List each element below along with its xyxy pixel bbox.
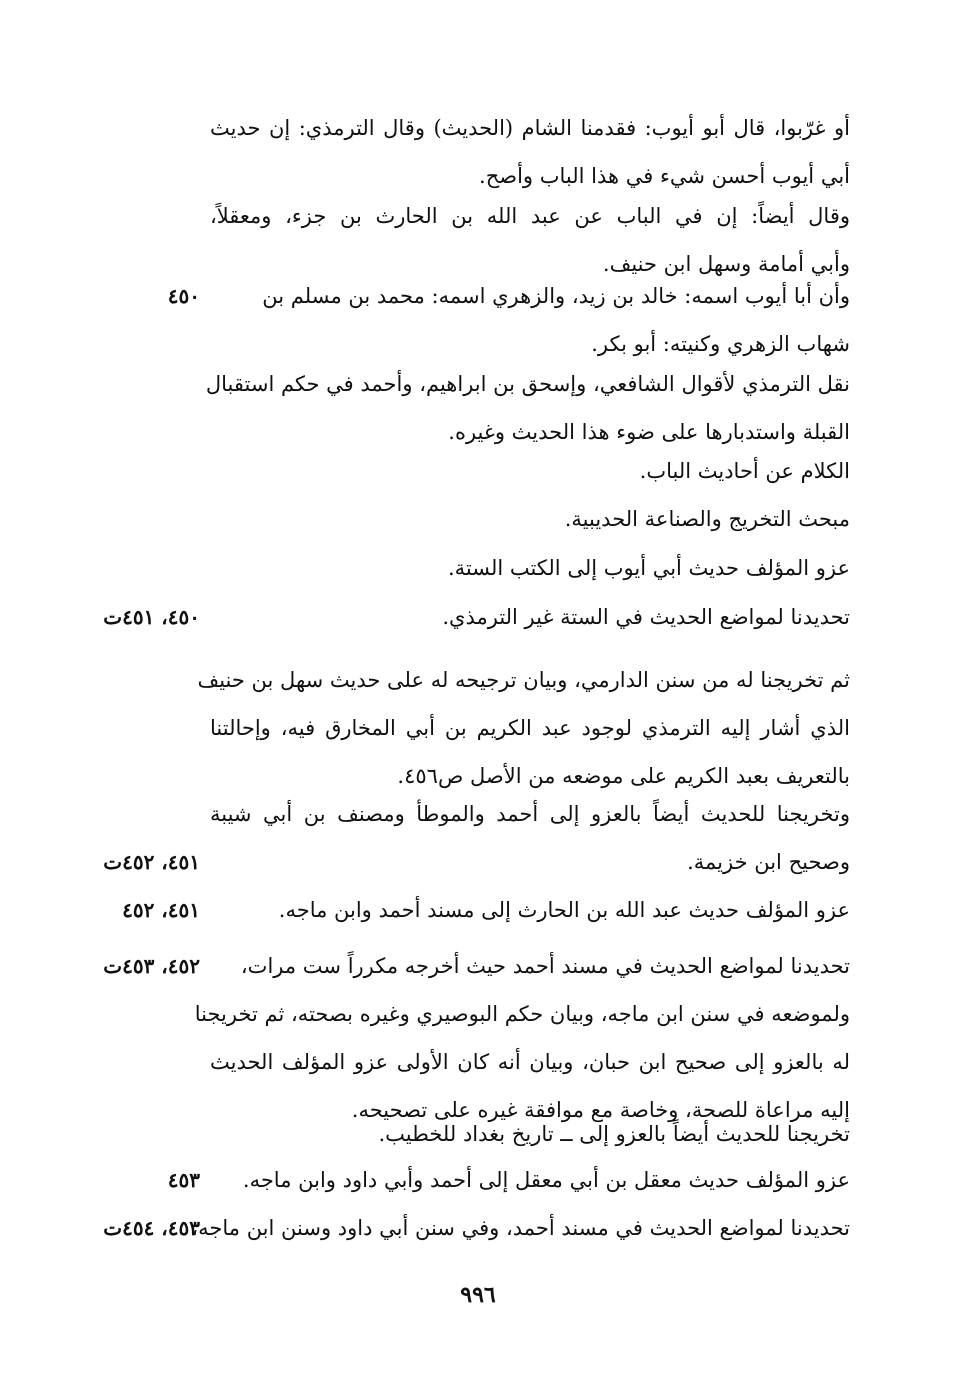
entry-text: شهاب الزهري وكنيته: أبو بكر. bbox=[591, 332, 850, 356]
entry-text: ولموضعه في سنن ابن ماجه، وبيان حكم البوصيري وغيره بصحته، ثم تخريجنا bbox=[194, 1002, 850, 1026]
index-entry bbox=[210, 447, 850, 495]
entry-line bbox=[205, 360, 850, 408]
index-entry bbox=[210, 104, 850, 200]
entry-line bbox=[210, 704, 850, 752]
entry-text: أبي أيوب أحسن شيء في هذا الباب وأصح. bbox=[479, 164, 850, 188]
page-reference: ٤٥١، ٤٥٢ bbox=[122, 898, 200, 922]
entry-text: وأن أبا أيوب اسمه: خالد بن زيد، والزهري اسمه: محمد بن مسلم بن bbox=[262, 284, 850, 308]
entry-line bbox=[122, 886, 850, 934]
entry-text: ثم تخريجنا له من سنن الدارمي، وبيان ترجيحه له على حديث سهل بن حنيف bbox=[197, 668, 850, 692]
entry-text: تحديدنا لمواضع الحديث في مسند أحمد، وفي سنن أبي داود وسنن ابن ماجه، bbox=[191, 1216, 850, 1240]
index-entry bbox=[103, 790, 850, 886]
page-reference: ٤٥٠، ٤٥١ت bbox=[103, 605, 200, 629]
entry-line bbox=[167, 1156, 850, 1204]
page-reference: ٤٥٠ bbox=[167, 284, 200, 308]
index-entry bbox=[103, 1204, 850, 1252]
entry-text: نقل الترمذي لأقوال الشافعي، وإسحق بن ابراهيم، وأحمد في حكم استقبال bbox=[205, 372, 850, 396]
index-entry bbox=[122, 886, 850, 934]
entry-text: عزو المؤلف حديث معقل بن أبي معقل إلى أحمد وأبي داود وابن ماجه. bbox=[242, 1168, 850, 1192]
entry-line bbox=[210, 790, 850, 838]
entry-line bbox=[194, 990, 850, 1038]
entry-text: له بالعزو إلى صحيح ابن حبان، وبيان أنه كان الأولى عزو المؤلف الحديث bbox=[210, 1050, 850, 1074]
index-entry bbox=[210, 544, 850, 592]
entry-text: وتخريجنا للحديث أيضاً بالعزو إلى أحمد والموطأ ومصنف بن أبي شيبة bbox=[210, 802, 850, 826]
index-entry bbox=[205, 360, 850, 456]
index-entry bbox=[103, 942, 850, 1134]
index-entry bbox=[210, 495, 850, 543]
page-number: ٩٩٦ bbox=[460, 1282, 496, 1308]
entry-text: وصحيح ابن خزيمة. bbox=[687, 850, 850, 874]
index-entry bbox=[210, 1110, 850, 1158]
index-entry bbox=[167, 272, 850, 368]
entry-line bbox=[210, 192, 850, 240]
entry-text: مبحث التخريج والصناعة الحديبية. bbox=[564, 507, 850, 531]
index-entry bbox=[167, 1156, 850, 1204]
entry-text: إليه مراعاة للصحة، وخاصة مع موافقة غيره على تصحيحه. bbox=[351, 1098, 850, 1122]
page-reference: ٤٥٣، ٤٥٤ت bbox=[103, 1216, 200, 1240]
entry-text: تحديدنا لمواضع الحديث في الستة غير الترمذي. bbox=[442, 605, 850, 629]
entry-text: القبلة واستدبارها على ضوء هذا الحديث وغيره. bbox=[448, 420, 850, 444]
entry-line bbox=[210, 104, 850, 152]
entry-line bbox=[210, 544, 850, 592]
entry-text: وقال أيضاً: إن في الباب عن عبد الله بن الحارث بن جزء، ومعقلاً، bbox=[210, 204, 850, 228]
entry-text: عزو المؤلف حديث عبد الله بن الحارث إلى مسند أحمد وابن ماجه. bbox=[278, 898, 850, 922]
entry-line bbox=[103, 838, 850, 886]
entry-line bbox=[210, 447, 850, 495]
entry-line bbox=[210, 495, 850, 543]
entry-line bbox=[103, 942, 850, 990]
page-reference: ٤٥٢، ٤٥٣ت bbox=[103, 954, 200, 978]
entry-text: تخريجنا للحديث أيضاً بالعزو إلى ــ تاريخ بغداد للخطيب. bbox=[378, 1122, 850, 1146]
entry-line bbox=[103, 593, 850, 641]
entry-line bbox=[167, 272, 850, 320]
entry-text: بالتعريف بعبد الكريم على موضعه من الأصل ص٤٥٦. bbox=[397, 764, 850, 788]
entry-line bbox=[210, 1038, 850, 1086]
entry-text: وأبي أمامة وسهل ابن حنيف. bbox=[602, 252, 850, 276]
index-entry bbox=[197, 656, 850, 800]
index-entry bbox=[103, 593, 850, 641]
entry-line bbox=[197, 656, 850, 704]
entry-line bbox=[103, 1204, 850, 1252]
entry-text: الذي أشار إليه الترمذي لوجود عبد الكريم بن أبي المخارق فيه، وإحالتنا bbox=[210, 716, 850, 740]
entry-line bbox=[210, 1110, 850, 1158]
entry-text: أو غرّبوا، قال أبو أيوب: فقدمنا الشام (الحديث) وقال الترمذي: إن حديث bbox=[210, 116, 850, 140]
page-reference: ٤٥١، ٤٥٢ت bbox=[103, 850, 200, 874]
entry-text: الكلام عن أحاديث الباب. bbox=[639, 459, 850, 483]
entry-text: تحديدنا لمواضع الحديث في مسند أحمد حيث أخرجه مكرراً ست مرات، bbox=[240, 954, 850, 978]
entry-text: عزو المؤلف حديث أبي أيوب إلى الكتب الستة. bbox=[447, 556, 850, 580]
page-reference: ٤٥٣ bbox=[167, 1168, 200, 1192]
